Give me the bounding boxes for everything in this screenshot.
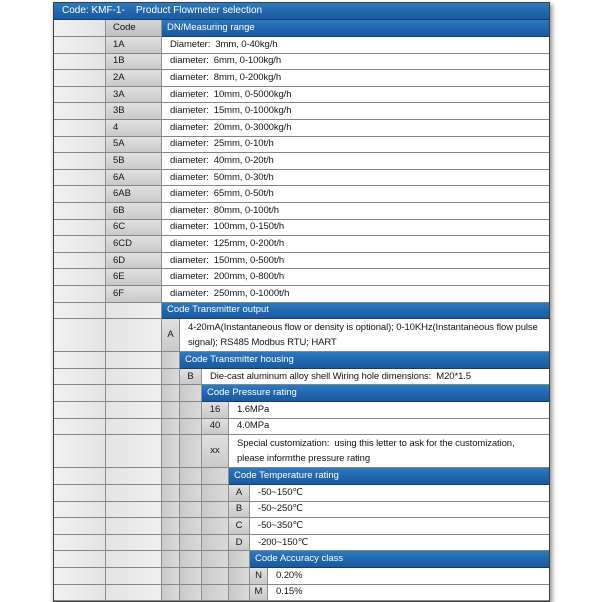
empty-cell: [162, 535, 180, 552]
empty-cell: [229, 568, 250, 585]
dn-code-cell: 5B: [106, 153, 162, 170]
dn-code-cell: 3B: [106, 103, 162, 120]
empty-cell: [202, 535, 229, 552]
empty-cell: [180, 551, 202, 568]
dn-code-cell: 5A: [106, 137, 162, 154]
item-desc-cell: -50~350℃: [250, 518, 549, 535]
empty-cell: [54, 485, 106, 502]
empty-cell: [180, 402, 202, 419]
column-header-code: Code: [106, 20, 162, 37]
empty-cell: [54, 203, 106, 220]
section-header: Code Transmitter housing: [180, 352, 549, 369]
dn-code-cell: 6E: [106, 269, 162, 286]
item-code-cell: C: [229, 518, 250, 535]
empty-cell: [202, 585, 229, 602]
empty-cell: [54, 402, 106, 419]
empty-cell: [54, 20, 106, 37]
empty-cell: [106, 319, 162, 352]
empty-cell: [54, 236, 106, 253]
dn-code-cell: 1B: [106, 54, 162, 71]
item-desc-cell: 4-20mA(Instantaneous flow or density is optional); 0-10KHz(Instantaneous flow pulse signal); RS485 Modbus RTU; HART: [180, 319, 549, 352]
empty-cell: [54, 419, 106, 436]
dn-desc-cell: Diameter: 3mm, 0-40kg/h: [162, 37, 549, 54]
dn-code-cell: 4: [106, 120, 162, 137]
dn-desc-cell: diameter: 50mm, 0-30t/h: [162, 170, 549, 187]
dn-code-cell: 6F: [106, 286, 162, 303]
empty-cell: [54, 369, 106, 386]
dn-desc-cell: diameter: 150mm, 0-500t/h: [162, 253, 549, 270]
empty-cell: [162, 468, 180, 485]
dn-desc-cell: diameter: 8mm, 0-200kg/h: [162, 70, 549, 87]
section-header: Code Accuracy class: [250, 551, 549, 568]
item-desc-cell: -200~150℃: [250, 535, 549, 552]
empty-cell: [106, 535, 162, 552]
empty-cell: [229, 551, 250, 568]
empty-cell: [54, 502, 106, 519]
empty-cell: [54, 319, 106, 352]
dn-code-cell: 6B: [106, 203, 162, 220]
dn-code-cell: 6C: [106, 220, 162, 237]
section-header: Code Pressure rating: [202, 385, 549, 402]
empty-cell: [162, 585, 180, 602]
dn-code-cell: 2A: [106, 70, 162, 87]
section-header: Code Temperature rating: [229, 468, 549, 485]
empty-cell: [229, 585, 250, 602]
table-title-bar: Code: KMF-1- Product Flowmeter selection: [54, 3, 549, 20]
item-desc-cell: Special customization: using this letter to ask for the customization, please informthe pressure rating: [229, 435, 549, 468]
item-desc-cell: 0.20%: [268, 568, 549, 585]
dn-code-cell: 6CD: [106, 236, 162, 253]
item-desc-cell: 4.0MPa: [229, 419, 549, 436]
empty-cell: [106, 468, 162, 485]
dn-desc-cell: diameter: 200mm, 0-800t/h: [162, 269, 549, 286]
dn-desc-cell: diameter: 65mm, 0-50t/h: [162, 186, 549, 203]
item-code-cell: B: [229, 502, 250, 519]
empty-cell: [162, 385, 180, 402]
empty-cell: [162, 419, 180, 436]
empty-cell: [180, 419, 202, 436]
empty-cell: [162, 568, 180, 585]
dn-desc-cell: diameter: 40mm, 0-20t/h: [162, 153, 549, 170]
empty-cell: [54, 70, 106, 87]
empty-cell: [106, 402, 162, 419]
item-desc-cell: Die-cast aluminum alloy shell Wiring hole dimensions: M20*1.5: [202, 369, 549, 386]
dn-desc-cell: diameter: 20mm, 0-3000kg/h: [162, 120, 549, 137]
empty-cell: [162, 352, 180, 369]
empty-cell: [202, 551, 229, 568]
empty-cell: [106, 502, 162, 519]
empty-cell: [180, 385, 202, 402]
empty-cell: [106, 303, 162, 320]
empty-cell: [54, 87, 106, 104]
empty-cell: [202, 518, 229, 535]
dn-desc-cell: diameter: 15mm, 0-1000kg/h: [162, 103, 549, 120]
column-header-range: DN/Measuring range: [162, 20, 549, 37]
item-code-cell: 40: [202, 419, 229, 436]
item-desc-cell: -50~250℃: [250, 502, 549, 519]
flowmeter-selection-table: [53, 2, 550, 602]
empty-cell: [54, 518, 106, 535]
empty-cell: [106, 419, 162, 436]
empty-cell: [202, 485, 229, 502]
empty-cell: [54, 352, 106, 369]
dn-code-cell: 3A: [106, 87, 162, 104]
empty-cell: [106, 551, 162, 568]
item-code-cell: M: [250, 585, 268, 602]
dn-desc-cell: diameter: 100mm, 0-150t/h: [162, 220, 549, 237]
empty-cell: [180, 518, 202, 535]
empty-cell: [202, 502, 229, 519]
dn-desc-cell: diameter: 125mm, 0-200t/h: [162, 236, 549, 253]
empty-cell: [162, 485, 180, 502]
empty-cell: [106, 485, 162, 502]
dn-code-cell: 6D: [106, 253, 162, 270]
dn-desc-cell: diameter: 80mm, 0-100t/h: [162, 203, 549, 220]
dn-code-cell: 6AB: [106, 186, 162, 203]
empty-cell: [162, 518, 180, 535]
empty-cell: [54, 137, 106, 154]
item-code-cell: B: [180, 369, 202, 386]
dn-desc-cell: diameter: 250mm, 0-1000t/h: [162, 286, 549, 303]
empty-cell: [162, 369, 180, 386]
item-code-cell: A: [162, 319, 180, 352]
empty-cell: [162, 551, 180, 568]
dn-code-cell: 6A: [106, 170, 162, 187]
item-desc-cell: 0.15%: [268, 585, 549, 602]
empty-cell: [162, 502, 180, 519]
empty-cell: [180, 535, 202, 552]
empty-cell: [106, 435, 162, 468]
empty-cell: [180, 502, 202, 519]
empty-cell: [106, 385, 162, 402]
empty-cell: [54, 286, 106, 303]
empty-cell: [180, 485, 202, 502]
empty-cell: [54, 551, 106, 568]
empty-cell: [162, 435, 180, 468]
dn-code-cell: 1A: [106, 37, 162, 54]
empty-cell: [54, 253, 106, 270]
empty-cell: [54, 103, 106, 120]
empty-cell: [106, 369, 162, 386]
empty-cell: [54, 54, 106, 71]
empty-cell: [180, 568, 202, 585]
empty-cell: [54, 37, 106, 54]
empty-cell: [106, 352, 162, 369]
item-code-cell: N: [250, 568, 268, 585]
empty-cell: [54, 468, 106, 485]
empty-cell: [54, 170, 106, 187]
empty-cell: [54, 535, 106, 552]
empty-cell: [54, 568, 106, 585]
section-header: Code Transmitter output: [162, 303, 549, 320]
empty-cell: [54, 435, 106, 468]
empty-cell: [180, 585, 202, 602]
empty-cell: [54, 385, 106, 402]
empty-cell: [106, 585, 162, 602]
item-desc-cell: 1.6MPa: [229, 402, 549, 419]
empty-cell: [106, 518, 162, 535]
dn-desc-cell: diameter: 6mm, 0-100kg/h: [162, 54, 549, 71]
item-code-cell: xx: [202, 435, 229, 468]
empty-cell: [180, 468, 202, 485]
empty-cell: [202, 468, 229, 485]
empty-cell: [162, 402, 180, 419]
dn-desc-cell: diameter: 10mm, 0-5000kg/h: [162, 87, 549, 104]
empty-cell: [54, 220, 106, 237]
empty-cell: [180, 435, 202, 468]
empty-cell: [54, 186, 106, 203]
dn-desc-cell: diameter: 25mm, 0-10t/h: [162, 137, 549, 154]
empty-cell: [54, 120, 106, 137]
empty-cell: [54, 269, 106, 286]
item-code-cell: D: [229, 535, 250, 552]
item-code-cell: A: [229, 485, 250, 502]
empty-cell: [106, 568, 162, 585]
item-code-cell: 16: [202, 402, 229, 419]
empty-cell: [202, 568, 229, 585]
empty-cell: [54, 585, 106, 602]
item-desc-cell: -50~150℃: [250, 485, 549, 502]
empty-cell: [54, 303, 106, 320]
empty-cell: [54, 153, 106, 170]
